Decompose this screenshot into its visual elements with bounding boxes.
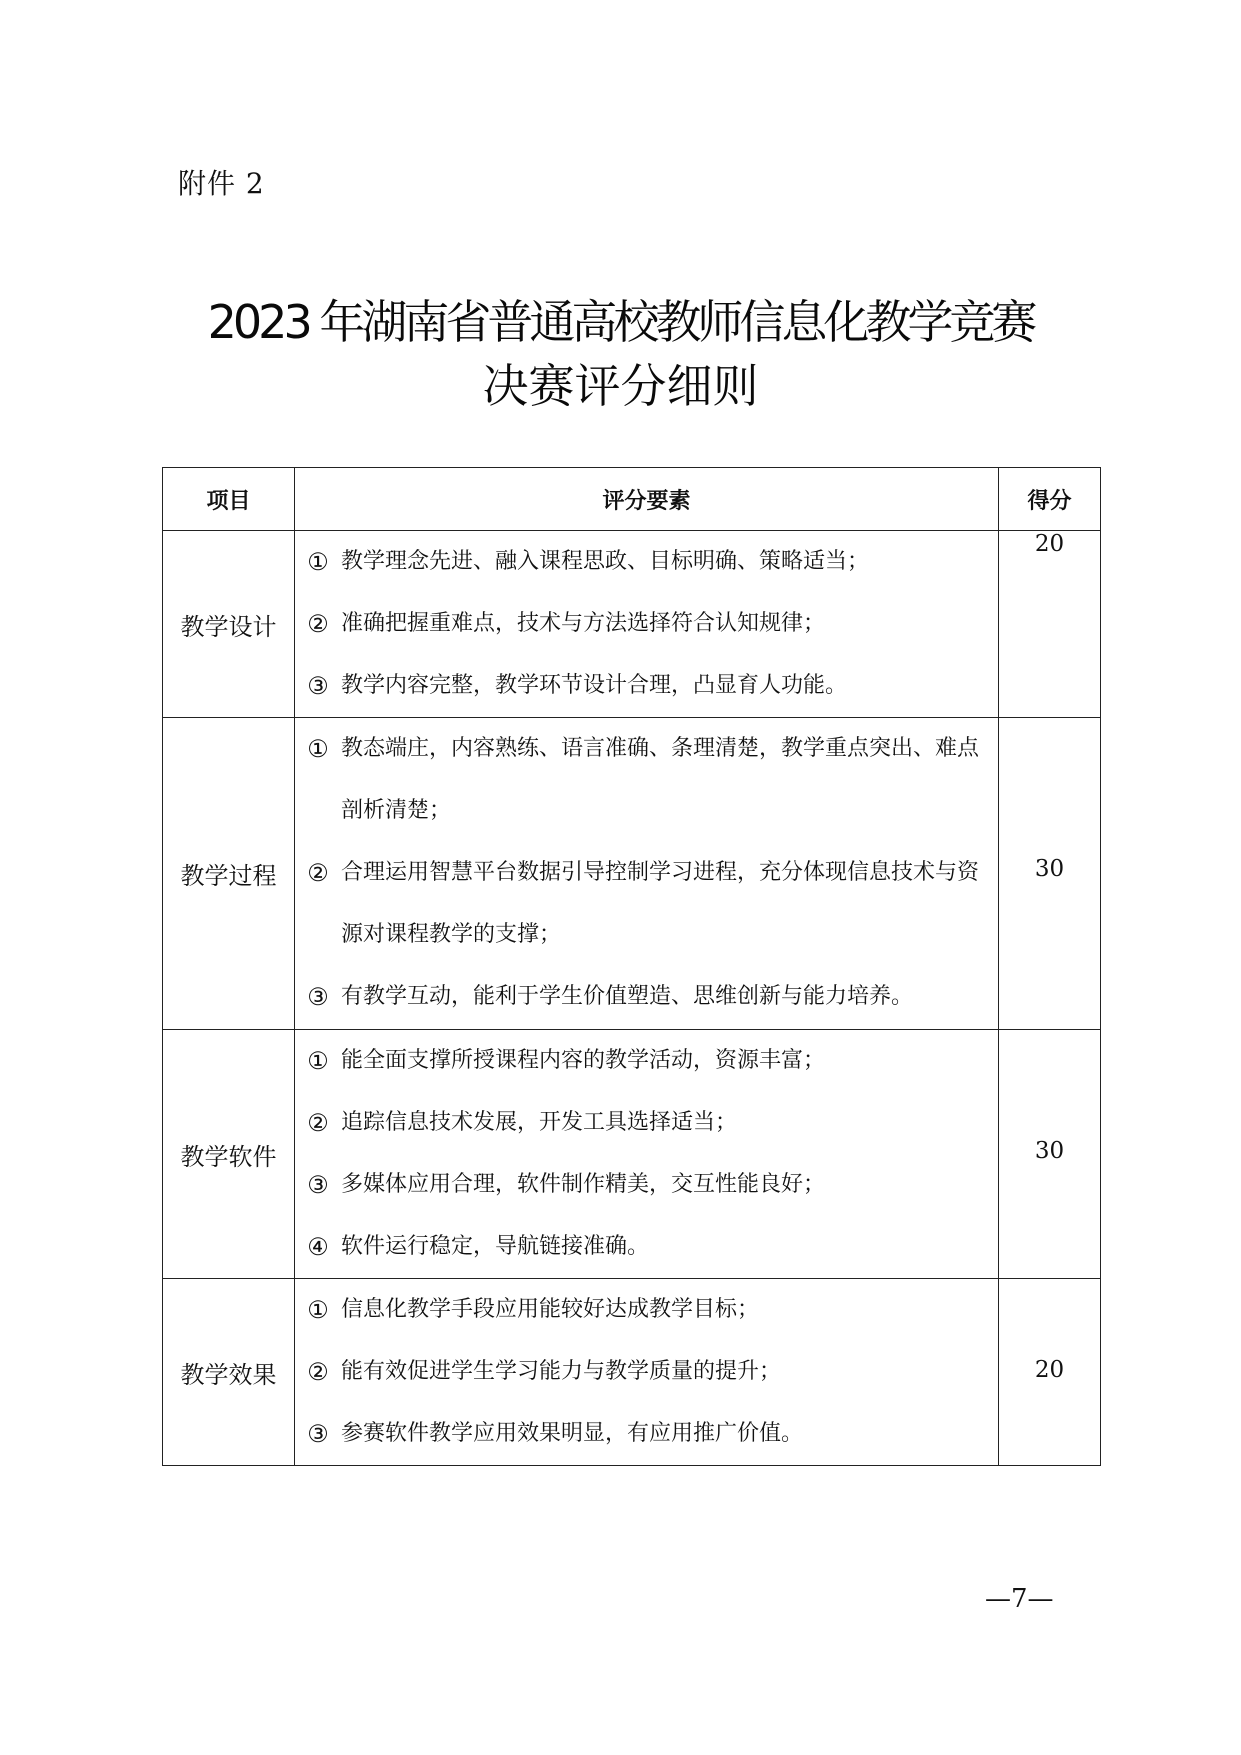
criterion-text: 教学内容完整，教学环节设计合理，凸显育人功能。 — [341, 673, 848, 698]
header-score: 得分 — [999, 468, 1101, 531]
criterion — [295, 1341, 998, 1403]
item-cell: 教学软件 — [163, 1030, 295, 1279]
criterion-number: ② — [307, 1109, 329, 1137]
criterion-number: ② — [307, 610, 329, 638]
score-cell: 30 — [999, 718, 1101, 1030]
criterion-number: ② — [307, 859, 329, 887]
criterion-text: 追踪信息技术发展，开发工具选择适当； — [341, 1110, 738, 1135]
page-number: —7— — [985, 1584, 1054, 1614]
criterion — [295, 1279, 998, 1341]
criteria-cell — [295, 1279, 999, 1466]
criterion-number: ③ — [307, 1420, 329, 1448]
criterion-text: 有教学互动，能利于学生价值塑造、思维创新与能力培养。 — [341, 984, 914, 1009]
criterion-text: 能有效促进学生学习能力与教学质量的提升； — [341, 1359, 782, 1384]
table-row — [163, 1030, 1101, 1279]
score-cell: 20 — [999, 1279, 1101, 1466]
criterion-number: ③ — [307, 672, 329, 700]
criterion — [295, 531, 998, 593]
criterion — [295, 718, 998, 842]
criterion — [295, 593, 998, 655]
criterion-number: ④ — [307, 1233, 329, 1261]
criterion-text: 软件运行稳定，导航链接准确。 — [341, 1234, 650, 1259]
criterion — [295, 1092, 998, 1154]
scoring-table — [162, 467, 1101, 1466]
criterion-number: ① — [307, 735, 329, 763]
criterion-text: 教学理念先进、融入课程思政、目标明确、策略适当； — [341, 549, 870, 574]
criterion-number: ① — [307, 1296, 329, 1324]
criterion-text: 参赛软件教学应用效果明显，有应用推广价值。 — [341, 1421, 804, 1446]
score-cell: 30 — [999, 1030, 1101, 1279]
criterion-text: 能全面支撑所授课程内容的教学活动，资源丰富； — [341, 1048, 826, 1073]
criterion — [295, 966, 998, 1028]
criterion-number: ① — [307, 548, 329, 576]
item-cell: 教学效果 — [163, 1279, 295, 1466]
criterion — [295, 655, 998, 717]
criterion — [295, 1403, 998, 1465]
criterion-text: 教态端庄，内容熟练、语言准确、条理清楚，教学重点突出、难点剖析清楚； — [341, 736, 980, 823]
criterion-number: ① — [307, 1047, 329, 1075]
criterion — [295, 1030, 998, 1092]
criterion-number: ③ — [307, 1171, 329, 1199]
score-cell: 20 — [999, 531, 1101, 718]
item-cell: 教学设计 — [163, 531, 295, 718]
criterion-text: 合理运用智慧平台数据引导控制学习进程，充分体现信息技术与资源对课程教学的支撑； — [341, 860, 980, 947]
table-row — [163, 718, 1101, 1030]
document-title: 2023 年湖南省普通高校教师信息化教学竞赛 — [207, 295, 1034, 349]
header-criteria: 评分要素 — [295, 468, 999, 531]
criterion-number: ② — [307, 1358, 329, 1386]
criterion-text: 多媒体应用合理，软件制作精美，交互性能良好； — [341, 1172, 826, 1197]
criterion — [295, 1216, 998, 1278]
table-header-row — [163, 468, 1101, 531]
criterion — [295, 1154, 998, 1216]
item-cell: 教学过程 — [163, 718, 295, 1030]
criteria-cell — [295, 718, 999, 1030]
criteria-cell — [295, 1030, 999, 1279]
criterion — [295, 842, 998, 966]
criterion-text: 信息化教学手段应用能较好达成教学目标； — [341, 1297, 760, 1322]
criteria-cell — [295, 531, 999, 718]
header-item: 项目 — [163, 468, 295, 531]
attachment-label: 附件 2 — [178, 167, 265, 200]
table-row — [163, 1279, 1101, 1466]
criterion-text: 准确把握重难点，技术与方法选择符合认知规律； — [341, 611, 826, 636]
document-subtitle: 决赛评分细则 — [482, 359, 759, 413]
criterion-number: ③ — [307, 983, 329, 1011]
table-row — [163, 531, 1101, 718]
